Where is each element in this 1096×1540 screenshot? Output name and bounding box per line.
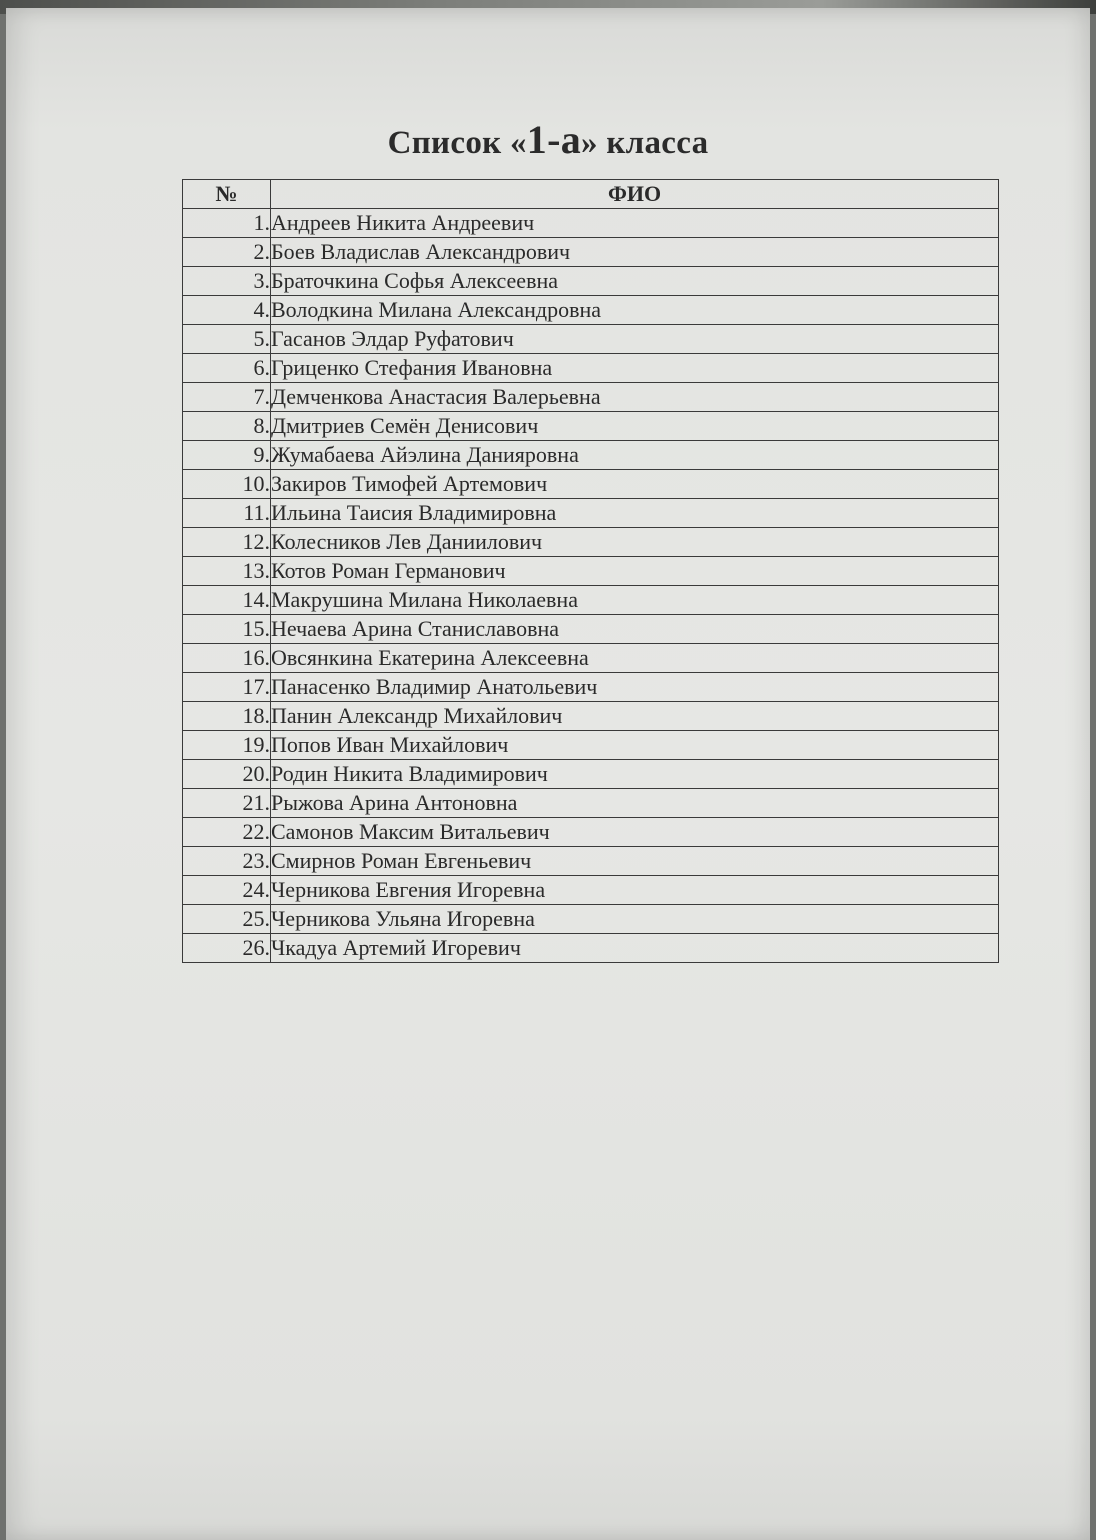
table-row [183,441,999,470]
student-name: Макрушина Милана Николаевна [271,586,999,615]
student-name: Панин Александр Михайлович [271,702,999,731]
student-name: Гасанов Элдар Руфатович [271,325,999,354]
table-row [183,238,999,267]
table-row [183,702,999,731]
table-row [183,383,999,412]
row-number: 7. [183,383,271,412]
class-roster-table [182,179,999,963]
table-row [183,818,999,847]
table-row [183,557,999,586]
row-number: 19. [183,731,271,760]
table-row [183,644,999,673]
title-suffix: » класса [581,125,709,161]
row-number: 8. [183,412,271,441]
row-number: 3. [183,267,271,296]
row-number: 9. [183,441,271,470]
student-name: Демченкова Анастасия Валерьевна [271,383,999,412]
student-name: Самонов Максим Витальевич [271,818,999,847]
table-row [183,499,999,528]
student-name: Овсянкина Екатерина Алексеевна [271,644,999,673]
row-number: 22. [183,818,271,847]
student-name: Гриценко Стефания Ивановна [271,354,999,383]
table-row [183,296,999,325]
student-name: Попов Иван Михайлович [271,731,999,760]
table-row [183,760,999,789]
row-number: 12. [183,528,271,557]
student-name: Закиров Тимофей Артемович [271,470,999,499]
table-row [183,789,999,818]
student-name: Панасенко Владимир Анатольевич [271,673,999,702]
name-column-header: ФИО [271,180,999,209]
row-number: 21. [183,789,271,818]
table-row [183,470,999,499]
row-number: 2. [183,238,271,267]
student-name: Родин Никита Владимирович [271,760,999,789]
table-body [183,209,999,963]
table-row [183,354,999,383]
table-header-row [183,180,999,209]
row-number: 18. [183,702,271,731]
table-row [183,528,999,557]
table-row [183,876,999,905]
student-name: Володкина Милана Александровна [271,296,999,325]
table-row [183,615,999,644]
row-number: 26. [183,934,271,963]
row-number: 17. [183,673,271,702]
student-name: Андреев Никита Андреевич [271,209,999,238]
row-number: 11. [183,499,271,528]
row-number: 13. [183,557,271,586]
row-number: 10. [183,470,271,499]
title-class: 1-а [526,117,582,162]
student-name: Браточкина Софья Алексеевна [271,267,999,296]
student-name: Черникова Евгения Игоревна [271,876,999,905]
student-name: Колесников Лев Даниилович [271,528,999,557]
table-row [183,934,999,963]
row-number: 16. [183,644,271,673]
row-number: 5. [183,325,271,354]
title-prefix: Список « [387,125,527,161]
table-row [183,673,999,702]
row-number: 14. [183,586,271,615]
student-name: Котов Роман Германович [271,557,999,586]
student-name: Дмитриев Семён Денисович [271,412,999,441]
student-name: Ильина Таисия Владимировна [271,499,999,528]
student-name: Рыжова Арина Антоновна [271,789,999,818]
row-number: 1. [183,209,271,238]
page-title [6,116,1090,163]
student-name: Боев Владислав Александрович [271,238,999,267]
table-row [183,209,999,238]
student-name: Смирнов Роман Евгеньевич [271,847,999,876]
student-name: Нечаева Арина Станиславовна [271,615,999,644]
table-row [183,586,999,615]
student-name: Жумабаева Айэлина Данияровна [271,441,999,470]
table-row [183,412,999,441]
table-row [183,905,999,934]
table-row [183,731,999,760]
table-row [183,267,999,296]
row-number: 24. [183,876,271,905]
table-row [183,847,999,876]
table-row [183,325,999,354]
row-number: 15. [183,615,271,644]
row-number: 6. [183,354,271,383]
student-name: Черникова Ульяна Игоревна [271,905,999,934]
row-number: 25. [183,905,271,934]
row-number: 4. [183,296,271,325]
row-number: 23. [183,847,271,876]
number-column-header: № [183,180,271,209]
student-name: Чкадуа Артемий Игоревич [271,934,999,963]
row-number: 20. [183,760,271,789]
